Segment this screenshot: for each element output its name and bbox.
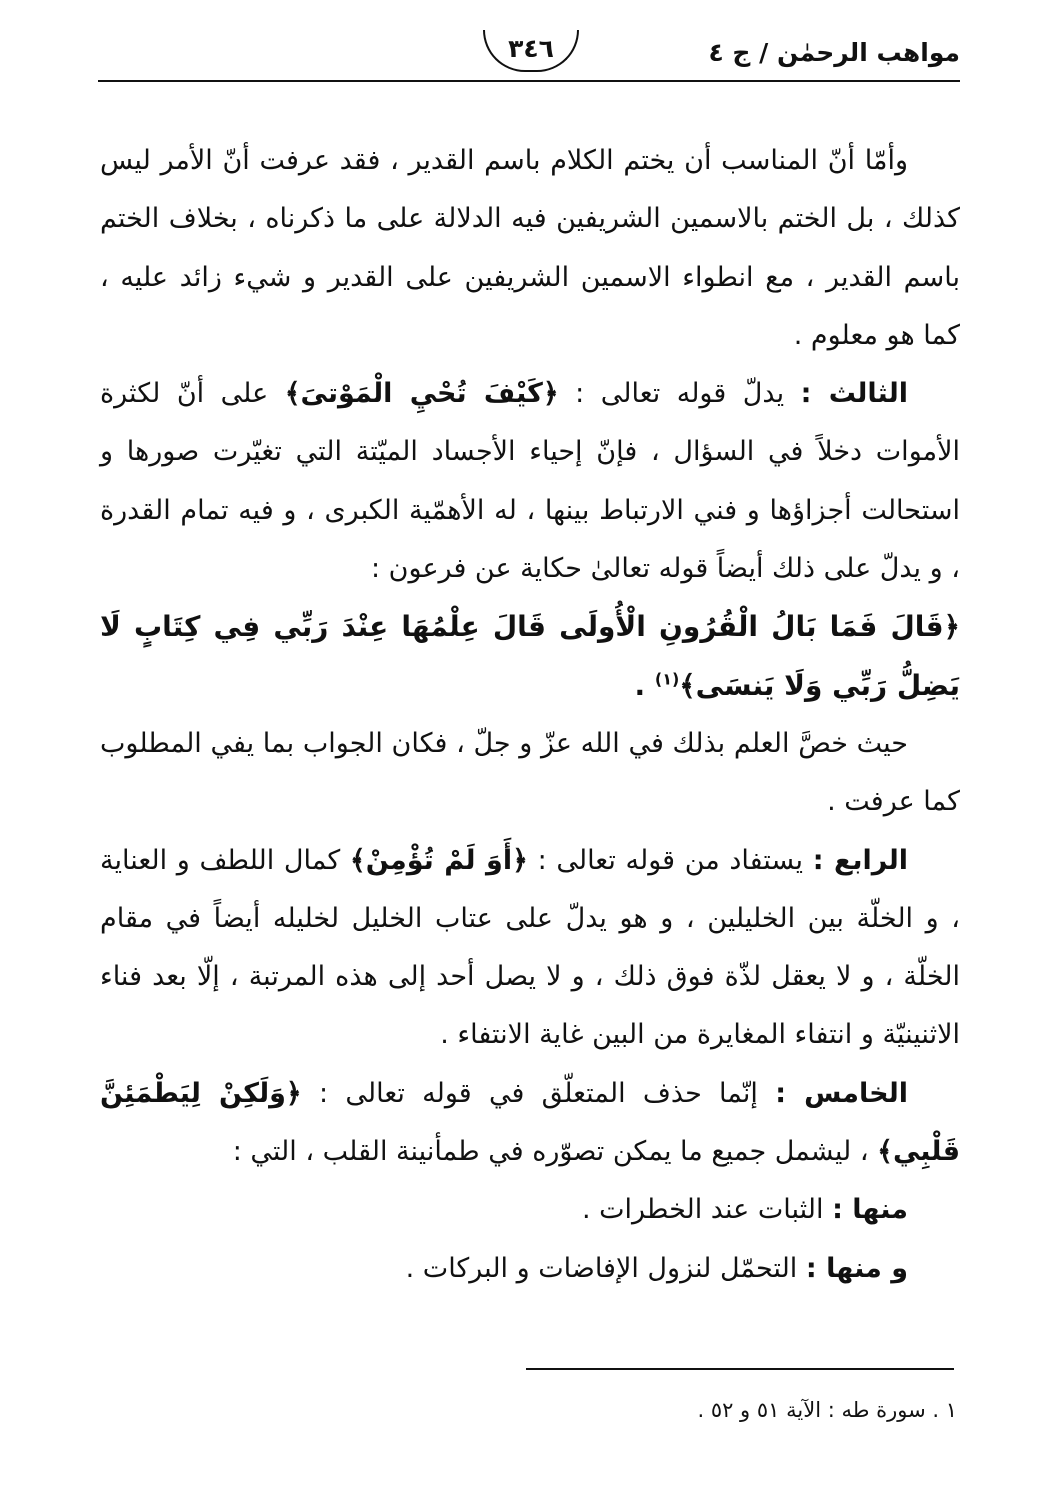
list-item-2-label: و منها :	[805, 1252, 908, 1284]
paragraph-3: حيث خصَّ العلم بذلك في الله عزّ و جلّ ، فكان الجواب بما يفي المطلوب كما عرفت .	[100, 727, 960, 818]
quran-verse	[100, 598, 960, 715]
header-rule	[98, 80, 960, 82]
list-item-1-label: منها :	[832, 1194, 908, 1226]
section-label-third: الثالث :	[800, 378, 908, 410]
footnote-rule	[526, 1368, 954, 1370]
verse-end: .	[634, 668, 655, 702]
paragraph-fourth	[100, 832, 960, 1065]
paragraph-fifth-lead: إنّما حذف المتعلّق في قوله تعالى :	[319, 1077, 758, 1109]
paragraph-fourth-text: كمال اللطف و العناية ، و الخلّة بين الخليلين ، و هو يدلّ على عتاب الخليل لخليله أيضاً في مقام الخلّة ، و لا يعقل لذّة فوق ذلك ، و لا يصل أحد إلى هذه المرتبة ، إلّا بعد فناء الاثنينيّة و انتفاء المغايرة من البين غاية الانتفاء .	[100, 844, 960, 1051]
list-item-1	[100, 1181, 960, 1239]
paragraph-third	[100, 365, 960, 598]
list-item-2-text: التحمّل لنزول الإفاضات و البركات .	[405, 1252, 798, 1284]
quran-verse-text: ﴿قَالَ فَمَا بَالُ الْقُرُونِ الْأُولَى قَالَ عِلْمُهَا عِنْدَ رَبِّي فِي كِتَابٍ لَا يَضِلُّ رَبِّي وَلَا يَنسَى﴾	[100, 610, 960, 702]
section-label-fourth: الرابع :	[812, 844, 909, 876]
running-title: مواهب الرحمٰن / ج ٤	[708, 38, 960, 67]
list-item-2	[100, 1240, 960, 1298]
footnote-ref: (١)	[654, 669, 680, 689]
quran-quote-third: ﴿كَيْفَ تُحْيِ الْمَوْتىَ﴾	[284, 378, 559, 410]
quran-quote-fifth: ﴿وَلَكِنْ لِيَطْمَئِنَّ قَلْبِي﴾	[100, 1077, 960, 1168]
page-body	[100, 132, 960, 1298]
paragraph-fifth	[100, 1065, 960, 1182]
list-item-1-text: الثبات عند الخطرات .	[581, 1194, 824, 1226]
quran-quote-fourth: ﴿أَوَ لَمْ تُؤْمِنْ﴾	[349, 844, 528, 876]
paragraph-fifth-text: ، ليشمل جميع ما يمكن تصوّره في طمأنينة القلب ، التي :	[232, 1136, 869, 1168]
page-header	[98, 28, 960, 92]
section-label-fifth: الخامس :	[775, 1077, 908, 1109]
paragraph-third-text: على أنّ لكثرة الأموات دخلاً في السؤال ، فإنّ إحياء الأجساد الميّتة التي تغيّرت صورها و استحالت أجزاؤها و فني الارتباط بينها ، له الأهمّية الكبرى ، و فيه تمام القدرة ، و يدلّ على ذلك أيضاً قوله تعالىٰ حكاية عن فرعون :	[100, 378, 960, 585]
paragraph-third-lead: يدلّ قوله تعالى :	[575, 378, 785, 410]
paragraph-1: وأمّا أنّ المناسب أن يختم الكلام باسم القدير ، فقد عرفت أنّ الأمر ليس كذلك ، بل الختم بالاسمين الشريفين فيه الدلالة على ما ذكرناه ، بخلاف الختم باسم القدير ، مع انطواء الاسمين الشريفين على القدير و شيء زائد عليه ، كما هو معلوم .	[100, 145, 960, 351]
paragraph-fourth-lead: يستفاد من قوله تعالى :	[537, 844, 804, 876]
footnote: ١ . سورة طه : الآية ٥١ و ٥٢ .	[697, 1398, 957, 1422]
page-number: ٣٤٦	[483, 30, 579, 72]
